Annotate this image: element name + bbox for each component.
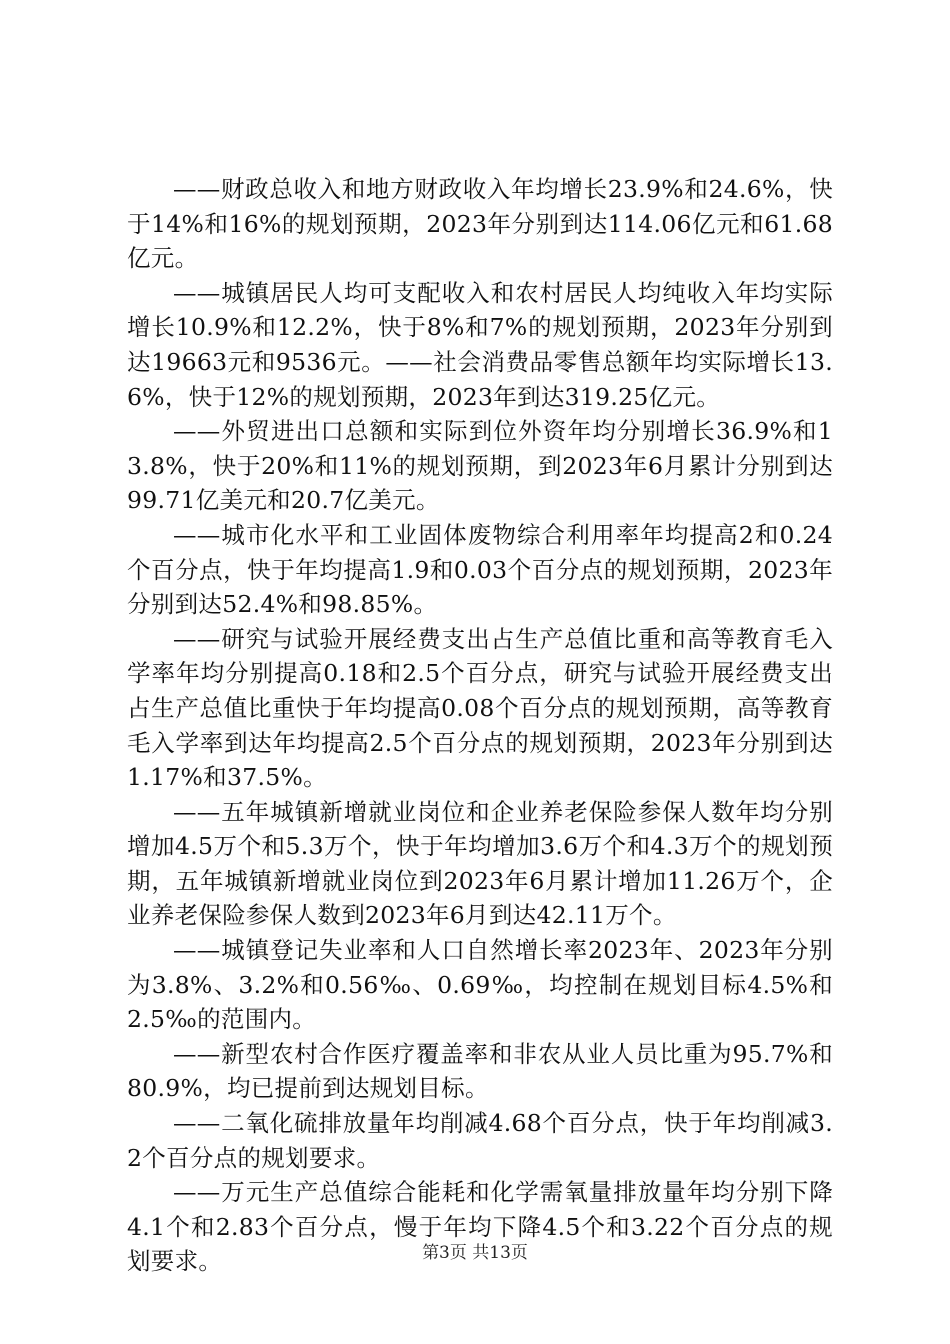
paragraph-energy-consumption: ——万元生产总值综合能耗和化学需氧量排放量年均分别下降4.1个和2.83个百分点，慢于年均下降4.5个和3.22个百分点的规划要求。 — [127, 1178, 833, 1276]
paragraph-fiscal-revenue: ——财政总收入和地方财政收入年均增长23.9%和24.6%，快于14%和16%的规划预期，2023年分别到达114.06亿元和61.68亿元。 — [127, 175, 833, 273]
paragraph-sulfur-dioxide: ——二氧化硫排放量年均削减4.68个百分点，快于年均削减3.2个百分点的规划要求。 — [127, 1109, 833, 1172]
paragraph-rural-medical: ——新型农村合作医疗覆盖率和非农从业人员比重为95.7%和80.9%，均已提前到达规划目标。 — [127, 1039, 833, 1103]
paragraph-unemployment-population: ——城镇登记失业率和人口自然增长率2023年、2023年分别为3.8%、3.2%和0.56‰、0.69‰，均控制在规划目标4.5%和2.5‰的范围内。 — [127, 936, 833, 1034]
paragraph-urbanization: ——城市化水平和工业固体废物综合利用率年均提高2和0.24个百分点，快于年均提高1.9和0.03个百分点的规划预期，2023年分别到达52.4%和98.85%。 — [127, 520, 833, 619]
paragraph-foreign-trade: ——外贸进出口总额和实际到位外资年均分别增长36.9%和13.8%，快于20%和11%的规划预期，到2023年6月累计分别到达99.71亿美元和20.7亿美元。 — [127, 417, 833, 515]
document-body — [127, 172, 833, 1279]
page-number-footer: 第3页 共13页 — [422, 1243, 528, 1263]
paragraph-resident-income: ——城镇居民人均可支配收入和农村居民人均纯收入年均实际增长10.9%和12.2%，快于8%和7%的规划预期，2023年分别到达19663元和9536元。——社会消费品零售总额年均实际增长13.6%，快于12%的规划预期，2023年到达319.25亿元。 — [127, 278, 833, 411]
paragraph-research-education: ——研究与试验开展经费支出占生产总值比重和高等教育毛入学率年均分别提高0.18和2.5个百分点，研究与试验开展经费支出占生产总值比重快于年均提高0.08个百分点的规划预期，高等教育毛入学率到达年均提高2.5个百分点的规划预期，2023年分别到达1.17%和37.5%。 — [127, 624, 833, 792]
paragraph-employment: ——五年城镇新增就业岗位和企业养老保险参保人数年均分别增加4.5万个和5.3万个，快于年均增加3.6万个和4.3万个的规划预期，五年城镇新增就业岗位到2023年6月累计增加11.26万个，企业养老保险参保人数到2023年6月到达42.11万个。 — [127, 797, 833, 930]
